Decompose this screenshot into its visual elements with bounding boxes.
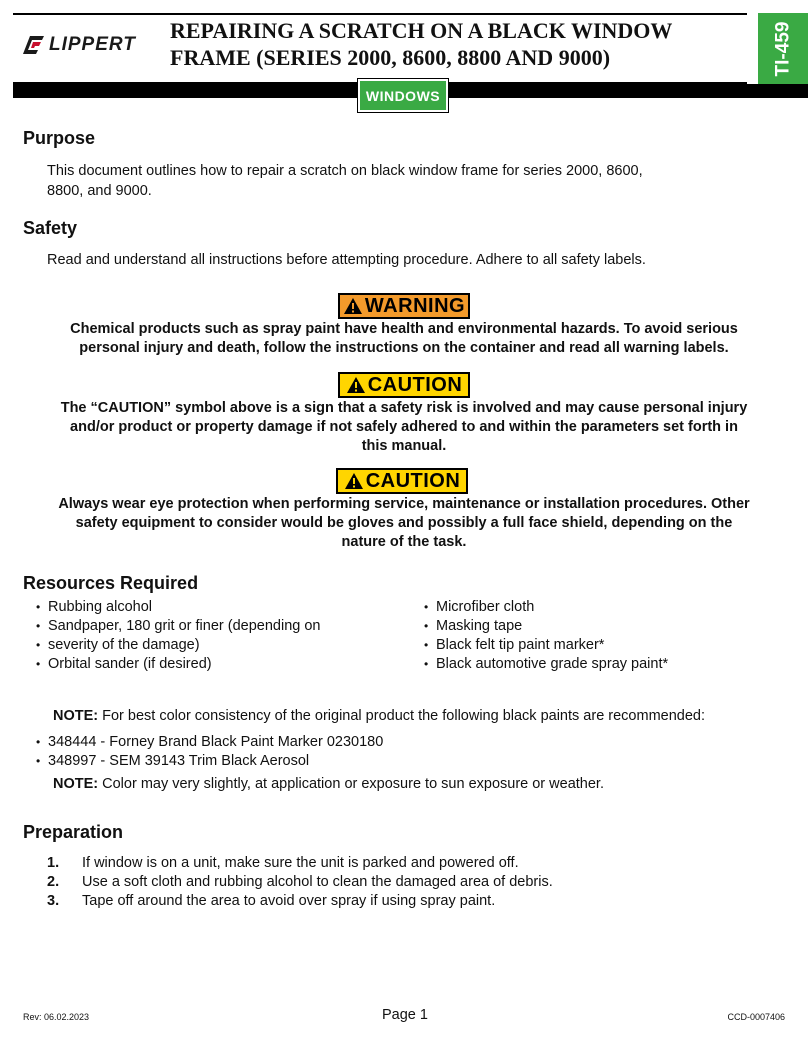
page-number: Page 1	[382, 1007, 428, 1023]
step-text: Use a soft cloth and rubbing alcohol to clean the damaged area of debris.	[82, 874, 553, 890]
resources-heading: Resources Required	[23, 573, 199, 593]
list-item: • 348444 - Forney Brand Black Paint Marker 0230180	[36, 733, 383, 752]
lippert-logo	[22, 34, 136, 56]
document-code: CCD-0007406	[727, 1012, 785, 1022]
list-item-continuation: • severity of the damage)	[36, 636, 320, 655]
doc-code: TI-459	[772, 21, 794, 76]
purpose-heading: Purpose	[23, 128, 96, 148]
caution-sign-1	[338, 372, 470, 398]
caution-sign-2	[336, 468, 468, 494]
lippert-logo-icon	[22, 35, 46, 55]
resources-list-left	[36, 598, 320, 674]
caution2-line-3: nature of the task.	[341, 534, 467, 550]
title-line-2: FRAME (SERIES 2000, 8600, 8800 AND 9000)	[170, 45, 611, 70]
step-item	[47, 873, 553, 892]
caution-triangle-icon	[346, 376, 366, 394]
title-line-1: REPAIRING A SCRATCH ON A BLACK WINDOW	[170, 18, 673, 43]
list-item: • 348997 - SEM 39143 Trim Black Aerosol	[36, 752, 383, 771]
purpose-line-2: 8800, and 9000.	[47, 183, 152, 199]
logo-text: LIPPERT	[49, 34, 136, 55]
caution-text-1	[40, 399, 768, 456]
warning-text	[40, 320, 768, 358]
warning-line-2: personal injury and death, follow the instructions on the container and read all warning labels.	[79, 340, 729, 356]
caution2-line-1: Always wear eye protection when performing service, maintenance or installation procedures. Other	[58, 496, 750, 512]
note-paint-recommendation	[53, 708, 705, 724]
list-item: • Black automotive grade spray paint*	[424, 655, 668, 674]
caution1-line-2: and/or product or property damage if not safely adhered to and within the parameters set forth in	[70, 419, 738, 435]
step-item	[47, 854, 553, 873]
list-item: • Masking tape	[424, 617, 668, 636]
caution2-line-2: safety equipment to consider would be gloves and possibly a full face shield, depending on the	[75, 515, 733, 531]
caution1-line-1: The “CAUTION” symbol above is a sign that a safety risk is involved and may cause personal injury	[60, 400, 748, 416]
list-item: • Microfiber cloth	[424, 598, 668, 617]
step-number: 1.	[47, 855, 60, 871]
purpose-line-1: This document outlines how to repair a scratch on black window frame for series 2000, 8600,	[47, 163, 643, 179]
resources-list-right	[424, 598, 668, 674]
caution-triangle-icon	[344, 472, 364, 490]
note-text: Color may very slightly, at application or exposure to sun exposure or weather.	[98, 776, 604, 792]
revision-date: Rev: 06.02.2023	[23, 1012, 90, 1022]
doc-code-tab	[758, 13, 808, 84]
paint-list	[36, 733, 383, 771]
warning-sign	[338, 293, 470, 319]
warning-label: WARNING	[364, 294, 466, 317]
list-item: • Black felt tip paint marker*	[424, 636, 668, 655]
caution-label-2: CAUTION	[365, 469, 461, 492]
purpose-text	[47, 161, 643, 201]
list-item: • Rubbing alcohol	[36, 598, 320, 617]
safety-text: Read and understand all instructions before attempting procedure. Adhere to all safety labels.	[47, 252, 646, 268]
caution1-line-3: this manual.	[361, 438, 447, 454]
caution-text-2	[40, 495, 768, 552]
note-label: NOTE:	[53, 708, 99, 724]
step-text: If window is on a unit, make sure the unit is parked and powered off.	[82, 855, 519, 871]
page-title	[170, 17, 730, 71]
note-label: NOTE:	[53, 776, 99, 792]
warning-line-1: Chemical products such as spray paint have health and environmental hazards. To avoid serious	[70, 321, 738, 337]
step-number: 3.	[47, 893, 60, 909]
step-item	[47, 892, 553, 911]
preparation-steps	[47, 854, 553, 911]
safety-heading: Safety	[23, 218, 78, 238]
list-item: • Sandpaper, 180 grit or finer (depending on	[36, 617, 320, 636]
step-number: 2.	[47, 874, 60, 890]
caution-label-1: CAUTION	[367, 373, 463, 396]
category-tab: WINDOWS	[358, 79, 448, 112]
note-text: For best color consistency of the original product the following black paints are recommended:	[98, 708, 706, 724]
warning-triangle-icon	[343, 297, 363, 315]
list-item: • Orbital sander (if desired)	[36, 655, 320, 674]
note-color-variation	[53, 776, 604, 792]
preparation-heading: Preparation	[23, 822, 124, 842]
step-text: Tape off around the area to avoid over spray if using spray paint.	[82, 893, 496, 909]
